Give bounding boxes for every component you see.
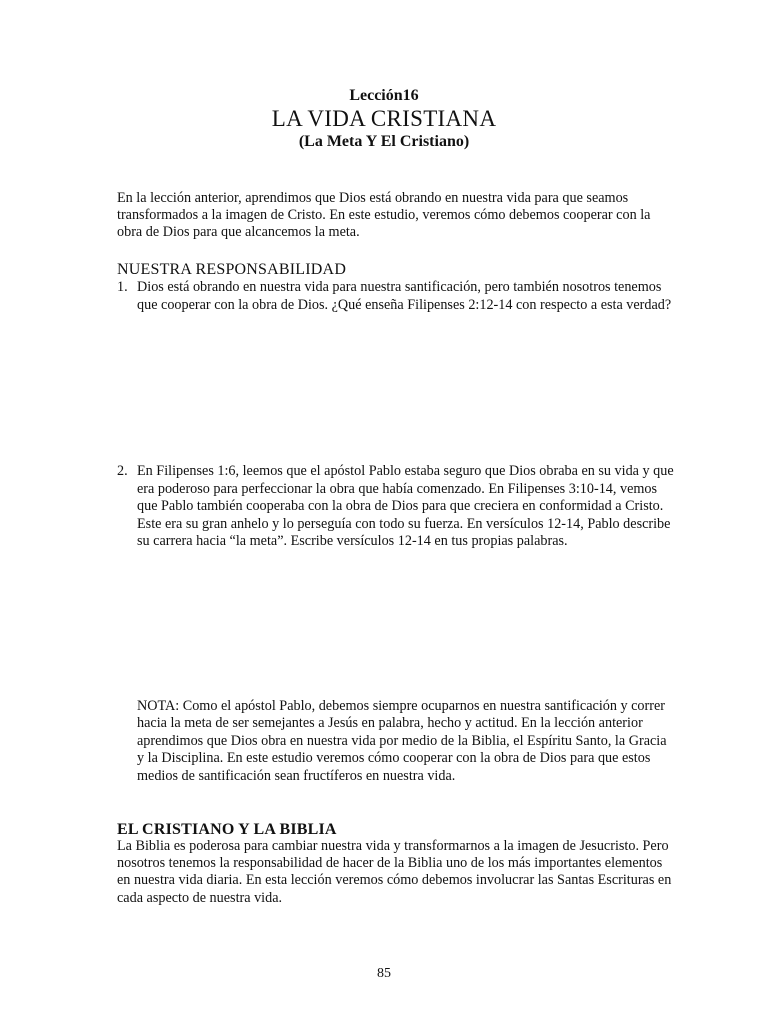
question-number: 2. [117, 463, 128, 479]
section-heading-responsabilidad: NUESTRA RESPONSABILIDAD [117, 261, 347, 278]
question-text: En Filipenses 1:6, leemos que el apóstol Pablo estaba seguro que Dios obraba en su vida y que era poderoso para perfeccionar la obra que había comenzado. En Filipenses 3:10-14, vemos que Pablo también cooperaba con la obra de Dios para que creciera en conformidad a Cristo. Este era su gran anhelo y lo perseguía con todo su fuerza. En versículos 12-14, Pablo describe su carrera hacia “la meta”. Escribe versículos 12-14 en tus propias palabras. [137, 463, 674, 550]
page-title: LA VIDA CRISTIANA [271, 106, 497, 131]
note-paragraph: NOTA: Como el apóstol Pablo, debemos siempre ocuparnos en nuestra santificación y correr hacia la meta de ser semejantes a Jesús en palabra, hecho y actitud. En la lección anterior aprendimos que Dios obra en nuestra vida por medio de la Biblia, el Espíritu Santo, la Gracia y la Disciplina. En este estudio veremos cómo cooperar con la obra de Dios para que estos medios de santificación sean fructíferos en nuestra vida. [137, 698, 667, 784]
intro-paragraph: En la lección anterior, aprendimos que Dios está obrando en nuestra vida para que seamos transformados a la imagen de Cristo. En este estudio, veremos cómo debemos cooperar con la obra de Dios para que alcancemos la meta. [117, 190, 651, 241]
section-heading-biblia: EL CRISTIANO Y LA BIBLIA [117, 821, 337, 838]
lesson-number: Lección16 [349, 87, 419, 104]
page-number: 85 [377, 966, 391, 981]
page-subtitle: (La Meta Y El Cristiano) [298, 133, 470, 150]
biblia-paragraph: La Biblia es poderosa para cambiar nuestra vida y transformarnos a la imagen de Jesucristo. Pero nosotros tenemos la responsabilidad de hacer de la Biblia uno de los más importantes elementos en nuestra vida diaria. En esta lección veremos cómo debemos involucrar las Santas Escrituras en cada aspecto de nuestra vida. [117, 838, 672, 906]
question-item-1 [117, 279, 677, 314]
question-item-2 [117, 463, 677, 551]
question-number: 1. [117, 279, 128, 295]
question-text: Dios está obrando en nuestra vida para nuestra santificación, pero también nosotros tenemos que cooperar con la obra de Dios. ¿Qué enseña Filipenses 2:12-14 con respecto a esta verdad? [137, 279, 672, 313]
title-block [0, 86, 768, 152]
